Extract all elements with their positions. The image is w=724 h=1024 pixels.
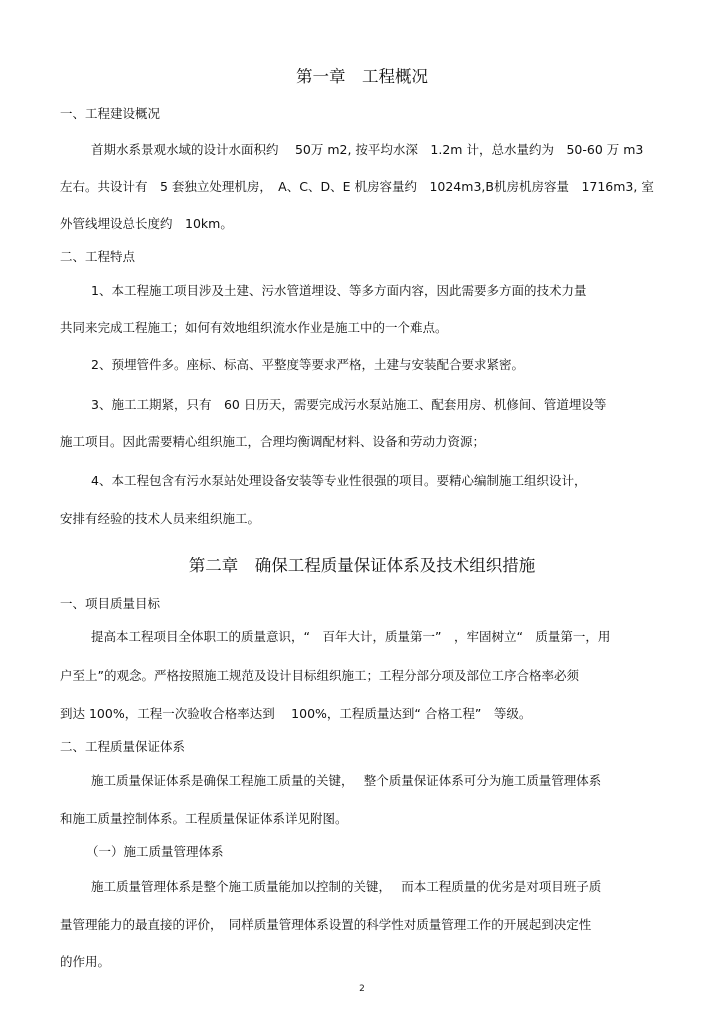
list-item-line: 2、预埋管件多。座标、标高、平整度等要求严格，土建与安装配合要求紧密。 xyxy=(91,357,524,372)
list-item-line: 共同来完成工程施工；如何有效地组织流水作业是施工中的一个难点。 xyxy=(60,320,448,335)
section-heading: 一、项目质量目标 xyxy=(60,596,161,611)
section-heading: 二、工程质量保证体系 xyxy=(60,739,186,754)
chapter2-title: 第二章 确保工程质量保证体系及技术组织措施 xyxy=(188,556,536,575)
paragraph-line: 施工质量保证体系是确保工程施工质量的关键， 整个质量保证体系可分为施工质量管理体系 xyxy=(91,773,602,788)
list-item-line: 施工项目。因此需要精心组织施工，合理均衡调配材料、设备和劳动力资源； xyxy=(60,434,486,449)
page-number: 2 xyxy=(359,984,365,994)
list-item-line: 3、施工工期紧，只有 60 日历天，需要完成污水泵站施工、配套用房、机修间、管道埋设等 xyxy=(91,397,607,412)
section-heading: 二、工程特点 xyxy=(60,249,136,264)
paragraph-line: 左右。共设计有 5 套独立处理机房， A、C、D、E 机房容量约 1024m3,B机房机房容量 1716m3, 室 xyxy=(60,179,654,194)
paragraph-line: 提高本工程项目全体职工的质量意识，“ 百年大计，质量第一” ，牢固树立“ 质量第一，用 xyxy=(91,629,611,644)
subsection-heading: （一）施工质量管理体系 xyxy=(86,844,224,859)
paragraph-line: 到达 100%，工程一次验收合格率达到 100%，工程质量达到“ 合格工程” 等级。 xyxy=(60,706,532,721)
list-item-line: 1、本工程施工项目涉及土建、污水管道埋设、等多方面内容，因此需要多方面的技术力量 xyxy=(91,283,587,298)
chapter1-title: 第一章 工程概况 xyxy=(296,67,428,86)
paragraph-line: 施工质量管理体系是整个施工质量能加以控制的关键， 而本工程质量的优劣是对项目班子质 xyxy=(91,879,602,894)
paragraph-line: 量管理能力的最直接的评价， 同样质量管理体系设置的科学性对质量管理工作的开展起到决定性 xyxy=(60,917,592,932)
paragraph-line: 首期水系景观水域的设计水面积约 50万 m2, 按平均水深 1.2m 计，总水量约为 50-60 万 m3 xyxy=(91,142,644,157)
list-item-line: 4、本工程包含有污水泵站处理设备安装等专业性很强的项目。要精心编制施工组织设计， xyxy=(91,473,587,488)
paragraph-line: 户至上”的观念。严格按照施工规范及设计目标组织施工；工程分部分项及部位工序合格率必须 xyxy=(60,668,579,683)
list-item-line: 安排有经验的技术人员来组织施工。 xyxy=(60,511,261,526)
paragraph-line: 的作用。 xyxy=(60,954,111,969)
section-heading: 一、工程建设概况 xyxy=(60,106,161,121)
paragraph-line: 外管线埋设总长度约 10km。 xyxy=(60,216,233,231)
paragraph-line: 和施工质量控制体系。工程质量保证体系详见附图。 xyxy=(60,811,348,826)
